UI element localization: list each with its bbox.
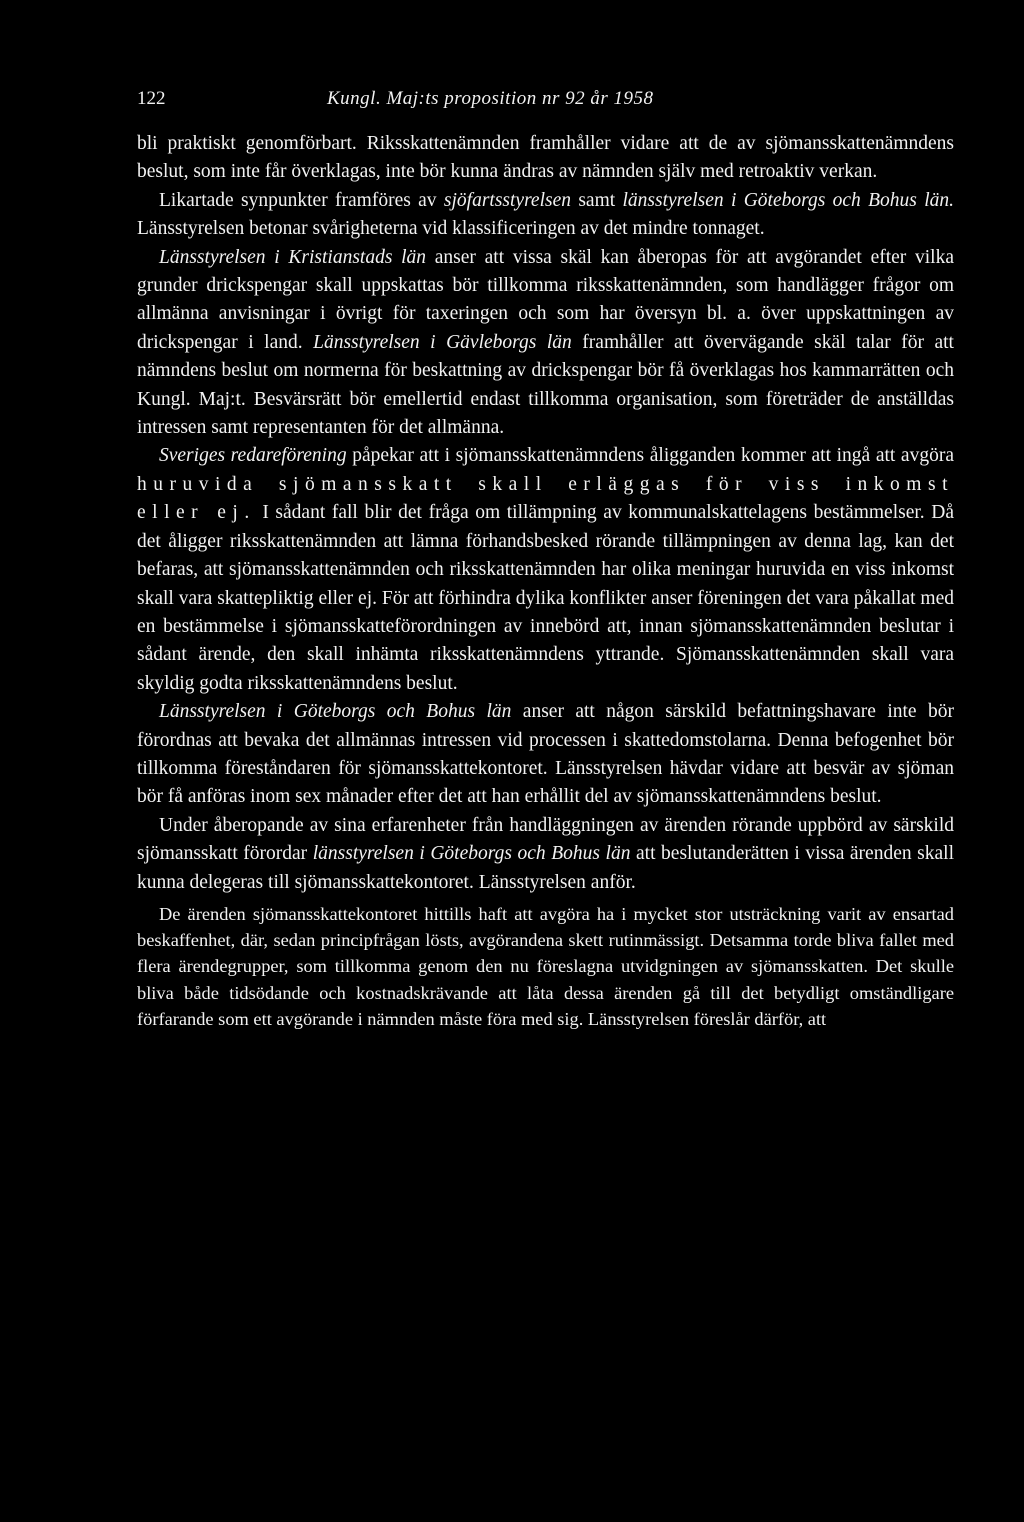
running-header <box>137 88 954 118</box>
paragraph <box>137 187 954 244</box>
paragraph <box>137 244 954 443</box>
emphasis-text: länsstyrelsen i Göteborgs och Bohus län. <box>622 189 954 211</box>
paragraph <box>137 130 954 187</box>
text-run: Under åberopande av sina erfarenheter från handläggningen av ärenden rörande uppbörd av särskild sjömansskatt förordar <box>137 814 954 865</box>
emphasis-text: sjöfartsstyrelsen <box>443 189 572 211</box>
text-run: anser att någon särskild befattningshavare inte bör förordnas att bevaka det allmännas intressen vid processen i skattedomstolarna. Denna befogenhet bör tillkomma föreståndaren för sjömansskattekontoret. Länsstyrelsen hävdar vidare att besvär av sjöman bör få anföras inom sex månader efter det att han erhållit del av sjömansskattenämndens beslut. <box>137 701 954 808</box>
text-run: I sådant fall blir det fråga om tillämpning av kommunalskattelagens bestämmelser. Då det åligger riksskattenämnden att lämna förhandsbesked rörande tillämpningen av denna lag, kan det befaras, att sjömansskattenämnden och riksskattenämnden har olika meningar huruvida en viss inkomst skall vara skattepliktig eller ej. För att förhindra dylika konflikter anser föreningen det vara påkallat med en bestämmelse i sjömansskatteförordningen av innebörd att, innan sjömansskattenämnden beslutar i sådant ärende, den skall inhämta riksskattenämndens yttrande. Sjömansskattenämnden skall vara skyldig godta riksskattenämndens beslut. <box>137 502 954 694</box>
document-body <box>137 130 954 1032</box>
spaced-emphasis-text: huruvida sjömansskatt skall erläggas för viss inkomst eller ej. <box>137 473 954 524</box>
text-run: att beslutanderätten i vissa ärenden skall kunna delegeras till sjömansskattekontoret. Länsstyrelsen anför. <box>137 843 954 893</box>
text-run: De ärenden sjömansskattekontoret hittills haft att avgöra ha i mycket stor utsträckning varit av ensartad beskaffenhet, där, sedan principfrågan lösts, avgörandena skett rutinmässigt. Detsamma torde bliva fallet med flera ärendegrupper, som tillkomma genom den nu föreslagna utvidgningen av sjömansskatten. Det skulle bliva både tidsödande och kostnadskrävande att låta dessa ärenden gå till det betydligt omständligare förfarande som ett avgörande i nämnden måste föra med sig. Länsstyrelsen föreslår därför, att <box>137 903 954 1029</box>
quoted-paragraph <box>137 901 954 1032</box>
text-run: Likartade synpunkter framföres av <box>159 189 444 211</box>
text-run: framhåller att övervägande skäl talar för att nämndens beslut om normerna för beskattning av drickspengar bör få överklagas hos kammarrätten och Kungl. Maj:t. Besvärsrätt bör emellertid endast tillkomma organisation, som företräder de anställdas intressen samt representanten för det allmänna. <box>137 331 954 439</box>
page-number: 122 <box>137 88 166 109</box>
emphasis-text: Länsstyrelsen i Göteborgs och Bohus län <box>159 701 512 723</box>
text-run: samt <box>571 189 623 211</box>
emphasis-text: länsstyrelsen i Göteborgs och Bohus län <box>312 843 631 865</box>
text-run: Länsstyrelsen betonar svårigheterna vid klassificeringen av det mindre tonnaget. <box>137 218 765 240</box>
paragraph <box>137 812 954 897</box>
emphasis-text: Länsstyrelsen i Gävleborgs län <box>313 331 572 353</box>
document-page <box>137 88 954 1032</box>
text-run: bli praktiskt genomförbart. Riksskattenämnden framhåller vidare att de av sjömansskattenämndens beslut, som inte får överklagas, inte bör kunna ändras av nämnden själv med retroaktiv verkan. <box>137 133 954 183</box>
text-run: anser att vissa skäl kan åberopas för att avgörandet efter vilka grunder drickspengar skall uppskattas bör tillkomma riksskattenämnden, som handlägger frågor om allmänna anvisningar i övrigt för taxeringen och som har översyn bl. a. över uppskattningen av drickspengar i land. <box>137 246 954 353</box>
paragraph <box>137 442 954 698</box>
paragraph <box>137 698 954 812</box>
publication-title: Kungl. Maj:ts proposition nr 92 år 1958 <box>327 88 654 109</box>
emphasis-text: Sveriges redareförening <box>159 445 347 467</box>
text-run: påpekar att i sjömansskattenämndens åligganden kommer att ingå att avgöra <box>346 445 954 467</box>
emphasis-text: Länsstyrelsen i Kristianstads län <box>159 246 427 268</box>
